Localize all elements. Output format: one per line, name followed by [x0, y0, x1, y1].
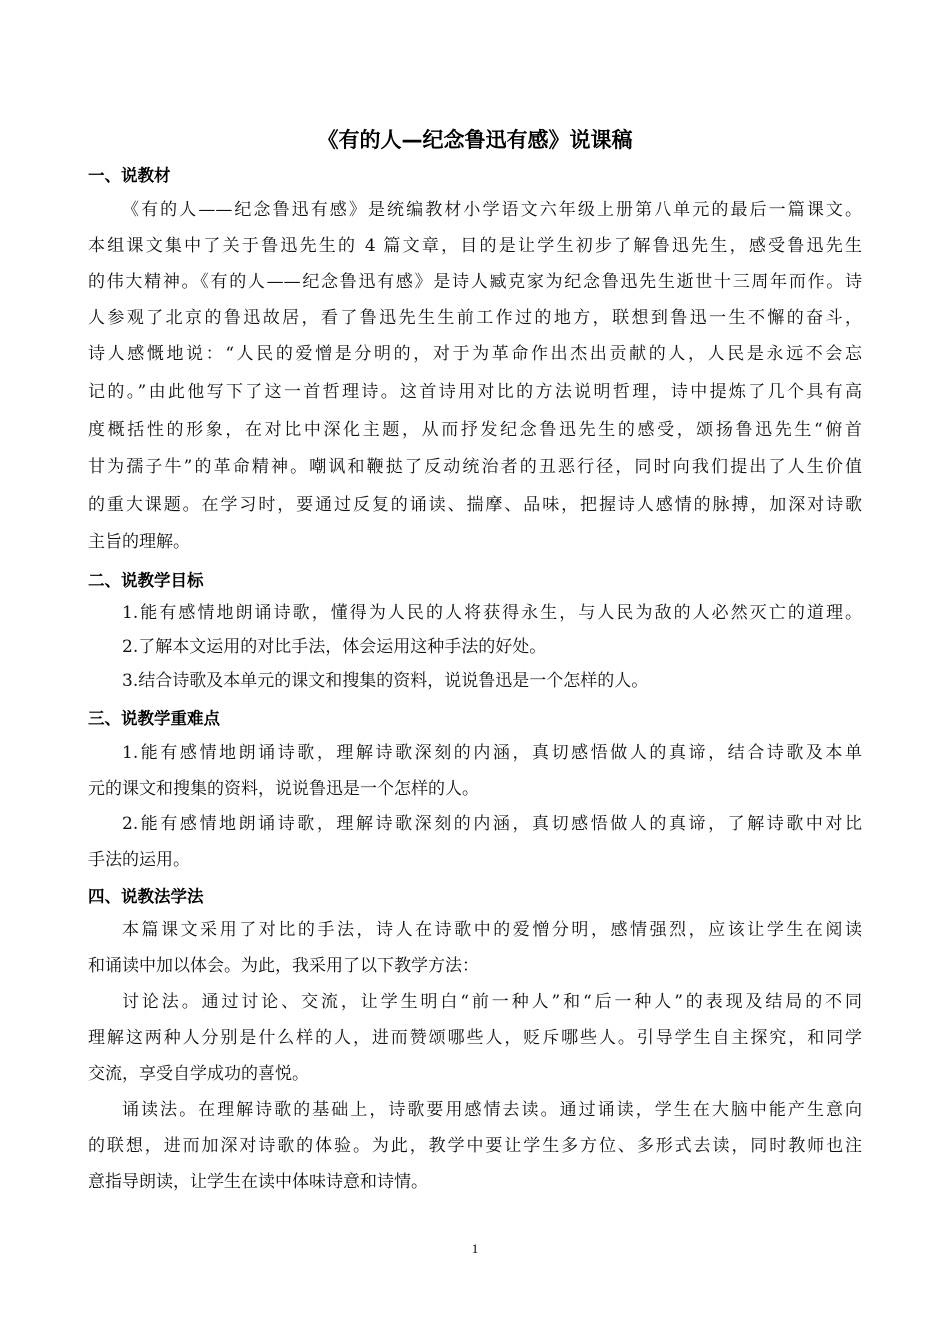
- paragraph-line: 度概括性的形象，在对比中深化主题，从而抒发纪念鲁迅先生的感受，颂扬鲁迅先生“俯首: [88, 420, 862, 440]
- objective-item: 2.了解本文运用的对比手法，体会运用这种手法的好处。: [122, 637, 547, 657]
- paragraph-line: 的伟大精神。《有的人——纪念鲁迅有感》是诗人臧克家为纪念鲁迅先生逝世十三周年而作。诗: [88, 272, 862, 292]
- paragraph-line: 甘为孺子牛”的革命精神。嘲讽和鞭挞了反动统治者的丑恶行径，同时向我们提出了人生价值: [88, 457, 862, 477]
- paragraph-line: 本篇课文采用了对比的手法，诗人在诗歌中的爱憎分明，感情强烈，应该让学生在阅读: [122, 920, 862, 940]
- section-heading-teaching-methods: 四、说教法学法: [88, 887, 204, 906]
- section-heading-teaching-objectives: 二、说教学目标: [88, 571, 204, 590]
- paragraph-line: 理解这两种人分别是什么样的人，进而赞颂哪些人，贬斥哪些人。引导学生自主探究，和同学: [88, 1028, 862, 1048]
- key-point-item: 1.能有感情地朗诵诗歌，理解诗歌深刻的内涵，真切感悟做人的真谛，结合诗歌及本单: [122, 743, 862, 763]
- paragraph-line: 本组课文集中了关于鲁迅先生的 4 篇文章，目的是让学生初步了解鲁迅先生，感受鲁迅先生: [88, 236, 862, 256]
- paragraph-line: 《有的人——纪念鲁迅有感》是统编教材小学语文六年级上册第八单元的最后一篇课文。: [122, 200, 862, 220]
- paragraph-line: 的联想，进而加深对诗歌的体验。为此，教学中要让学生多方位、多形式去读，同时教师也注: [88, 1136, 862, 1156]
- paragraph-line: 诵读法。在理解诗歌的基础上，诗歌要用感情去读。通过诵读，学生在大脑中能产生意向: [122, 1100, 862, 1120]
- document-title: 《有的人—纪念鲁迅有感》说课稿: [317, 128, 633, 152]
- paragraph-line: 诗人感慨地说：“人民的爱憎是分明的，对于为革命作出杰出贡献的人，人民是永远不会忘: [88, 344, 862, 364]
- paragraph-line: 的重大课题。在学习时，要通过反复的诵读、揣摩、品味，把握诗人感情的脉搏，加深对诗歌: [88, 495, 862, 515]
- objective-item: 3.结合诗歌及本单元的课文和搜集的资料，说说鲁迅是一个怎样的人。: [122, 671, 649, 691]
- paragraph-line: 主旨的理解。: [88, 532, 190, 552]
- key-point-item: 手法的运用。: [88, 850, 190, 870]
- section-heading-teaching-material: 一、说教材: [88, 166, 171, 185]
- section-heading-key-difficulties: 三、说教学重难点: [88, 709, 220, 728]
- paragraph-line: 和诵读中加以体会。为此，我采用了以下教学方法：: [88, 956, 479, 976]
- paragraph-line: 讨论法。通过讨论、交流，让学生明白“前一种人”和“后一种人”的表现及结局的不同: [122, 992, 862, 1012]
- page-number: 1: [471, 1241, 479, 1256]
- objective-item: 1.能有感情地朗诵诗歌，懂得为人民的人将获得永生，与人民为敌的人必然灭亡的道理。: [122, 603, 862, 623]
- paragraph-line: 交流，享受自学成功的喜悦。: [88, 1064, 309, 1084]
- paragraph-line: 记的。”由此他写下了这一首哲理诗。这首诗用对比的方法说明哲理，诗中提炼了几个具有高: [88, 382, 862, 402]
- key-point-item: 元的课文和搜集的资料，说说鲁迅是一个怎样的人。: [88, 779, 479, 799]
- paragraph-line: 意指导朗读，让学生在读中体味诗意和诗情。: [88, 1172, 428, 1192]
- key-point-item: 2.能有感情地朗诵诗歌，理解诗歌深刻的内涵，真切感悟做人的真谛，了解诗歌中对比: [122, 814, 862, 834]
- paragraph-line: 人参观了北京的鲁迅故居，看了鲁迅先生生前工作过的地方，联想到鲁迅一生不懈的奋斗，: [88, 308, 862, 328]
